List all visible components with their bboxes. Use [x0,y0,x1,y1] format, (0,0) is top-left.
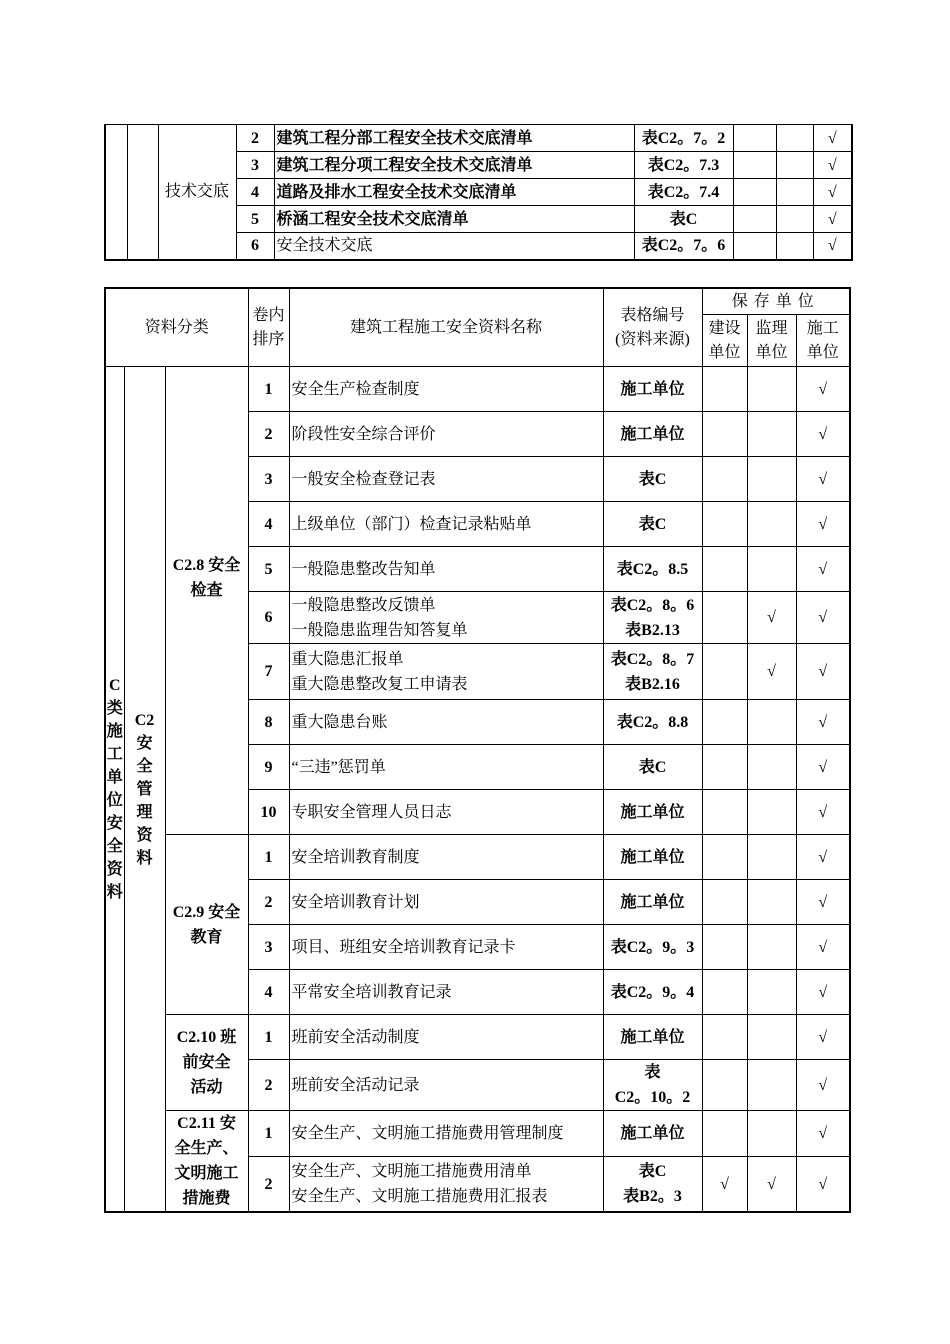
document-name [289,1157,603,1212]
document-name-line: 一般隐患监理告知答复单 [291,621,468,639]
row-number: 7 [248,644,289,700]
keep-jianli-check: √ [747,1157,796,1212]
keep-jianshe [702,367,747,412]
row-number: 5 [236,206,274,233]
group-title-line: C2.9 安全 [172,903,241,921]
form-code [603,644,702,700]
form-code [603,1060,702,1111]
keep-jianshe-check: √ [702,1157,747,1212]
keep-jianli [747,835,796,880]
form-code: 表C2。7。2 [634,125,733,152]
document-name: 班前安全活动制度 [289,1015,603,1060]
keep-shigong-check: √ [796,1157,850,1212]
document-name: 班前安全活动记录 [289,1060,603,1111]
header-order-line2: 排序 [252,330,285,348]
header-jianshe [702,315,747,367]
keep-shigong-check: √ [796,644,850,700]
form-code: 表C2。7。6 [634,233,733,260]
keep-shigong-check: √ [813,125,852,152]
group-title-c2-10 [165,1015,248,1111]
document-name: 桥涵工程安全技术交底清单 [274,206,634,233]
keep-jianshe [702,1111,747,1157]
technical-briefing-table [104,124,853,261]
form-code-line: 表B2。3 [623,1188,682,1206]
keep-jianshe [702,644,747,700]
group-title-line: 文明施工 [174,1165,239,1182]
form-code: 施工单位 [603,1015,702,1060]
group-title-line: C2.10 班 [176,1029,237,1046]
header-shigong-line1: 施工 [806,319,839,337]
table-row [105,367,850,412]
form-code: 表C [603,745,702,790]
group-title-line: C2.11 安 [177,1115,236,1132]
document-name [289,644,603,700]
group-title-line: C2.8 安全 [172,557,241,574]
keep-jianshe [733,206,776,233]
form-code [603,592,702,644]
keep-shigong-check: √ [813,179,852,206]
document-name: 平常安全培训教育记录 [289,970,603,1015]
row-number: 2 [248,1060,289,1111]
keep-shigong-check: √ [796,700,850,745]
row-number: 9 [248,745,289,790]
document-name: 安全培训教育计划 [289,880,603,925]
form-code [603,1157,702,1212]
document-name: 一般隐患整改告知单 [289,547,603,592]
keep-jianli [747,502,796,547]
keep-jianshe [702,835,747,880]
header-jianshe-line1: 建设 [708,319,741,337]
keep-jianshe [733,233,776,260]
keep-jianshe [702,745,747,790]
group-title-line: 前安全 [182,1054,231,1071]
form-code: 施工单位 [603,1111,702,1157]
document-name: 安全生产检查制度 [289,367,603,412]
document-name: 一般安全检查登记表 [289,457,603,502]
table-row [105,125,852,152]
header-shigong-line2: 单位 [806,343,839,361]
keep-jianshe [733,152,776,179]
form-code: 表C2。8.8 [603,700,702,745]
header-code [603,288,702,367]
document-name: “三违”惩罚单 [289,745,603,790]
form-code: 表C2。7.3 [634,152,733,179]
row-number: 4 [236,179,274,206]
form-code-line: 表C2。8。7 [610,650,695,668]
level2-category: C2安全管理资料 [124,367,165,1213]
document-name-line: 一般隐患整改反馈单 [291,596,436,614]
document-name-line: 安全生产、文明施工措施费用汇报表 [291,1188,548,1206]
group-title-c2-9 [165,835,248,1015]
row-number: 8 [248,700,289,745]
header-jianli-line1: 监理 [755,319,788,337]
keep-jianli [747,925,796,970]
keep-shigong-check: √ [796,592,850,644]
keep-shigong-check: √ [813,233,852,260]
keep-shigong-check: √ [796,970,850,1015]
blank-cell [127,125,158,260]
keep-jianli [747,745,796,790]
group-title-c2-8 [165,367,248,835]
keep-jianshe [702,412,747,457]
form-code: 表C [634,206,733,233]
header-code-line1: 表格编号 [620,306,685,324]
keep-shigong-check: √ [813,206,852,233]
row-number: 1 [248,1015,289,1060]
row-number: 5 [248,547,289,592]
group-title-c2-11 [165,1111,248,1213]
keep-jianshe [702,547,747,592]
keep-jianshe [702,925,747,970]
keep-jianli [747,367,796,412]
keep-jianshe [702,457,747,502]
keep-shigong-check: √ [796,502,850,547]
keep-jianli [747,880,796,925]
safety-documents-table [104,287,851,1213]
document-name: 建筑工程分项工程安全技术交底清单 [274,152,634,179]
keep-jianli [747,790,796,835]
keep-jianli [747,970,796,1015]
document-name-line: 重大隐患整改复工申请表 [291,675,468,693]
group-title-line: 措施费 [182,1190,231,1207]
document-name: 项目、班组安全培训教育记录卡 [289,925,603,970]
form-code: 表C2。9。3 [603,925,702,970]
keep-shigong-check: √ [796,1111,850,1157]
form-code: 施工单位 [603,790,702,835]
group-title-line: 教育 [190,928,223,946]
form-code: 施工单位 [603,367,702,412]
keep-shigong-check: √ [796,547,850,592]
form-code: 表C2。8.5 [603,547,702,592]
form-code-line: 表B2.13 [625,621,680,639]
header-jianshe-line2: 单位 [708,343,741,361]
row-number: 6 [248,592,289,644]
document-name: 安全生产、文明施工措施费用管理制度 [289,1111,603,1157]
header-jianli [747,315,796,367]
keep-jianshe [702,502,747,547]
document-name: 安全培训教育制度 [289,835,603,880]
keep-shigong-check: √ [796,790,850,835]
keep-jianshe [702,970,747,1015]
keep-jianli [747,1015,796,1060]
keep-jianli [776,179,813,206]
row-number: 1 [248,1111,289,1157]
row-number: 2 [248,412,289,457]
keep-jianli [747,457,796,502]
keep-jianshe [702,592,747,644]
keep-jianli [776,152,813,179]
document-name: 阶段性安全综合评价 [289,412,603,457]
keep-shigong-check: √ [796,880,850,925]
group-title-line: 活动 [190,1079,223,1096]
form-code-line: C2。10。2 [614,1089,691,1106]
keep-shigong-check: √ [796,745,850,790]
form-code-line: 表 [644,1064,661,1081]
keep-jianli [747,1060,796,1111]
header-shigong [796,315,850,367]
level1-category: C类施工单位安全资料 [105,367,124,1213]
header-code-line2: (资料来源) [615,330,690,348]
keep-jianshe [733,179,776,206]
row-number: 3 [248,925,289,970]
header-name: 建筑工程施工安全资料名称 [289,288,603,367]
row-number: 3 [236,152,274,179]
table-row [105,1015,850,1060]
row-number: 1 [248,835,289,880]
form-code: 施工单位 [603,880,702,925]
keep-jianli [747,412,796,457]
document-name [289,592,603,644]
document-name: 安全技术交底 [274,233,634,260]
form-code: 表C2。9。4 [603,970,702,1015]
keep-jianshe [702,880,747,925]
keep-shigong-check: √ [796,835,850,880]
form-code: 表C [603,502,702,547]
row-number: 4 [248,502,289,547]
keep-shigong-check: √ [796,457,850,502]
group-title-line: 检查 [190,582,223,599]
keep-shigong-check: √ [796,412,850,457]
document-name: 上级单位（部门）检查记录粘贴单 [289,502,603,547]
document-name-line: 安全生产、文明施工措施费用清单 [291,1163,532,1181]
form-code: 表C [603,457,702,502]
header-order-line1: 卷内 [252,306,285,324]
document-name-line: 重大隐患汇报单 [291,650,404,668]
header-keep-unit: 保存单位 [702,288,850,315]
keep-jianshe [702,700,747,745]
keep-shigong-check: √ [796,1060,850,1111]
group-title-technical-briefing: 技术交底 [158,125,236,260]
keep-jianli [776,233,813,260]
row-number: 2 [236,125,274,152]
keep-jianli-check: √ [747,644,796,700]
row-number: 3 [248,457,289,502]
keep-jianshe [702,790,747,835]
table-row [105,1111,850,1157]
keep-jianli-check: √ [747,592,796,644]
keep-jianshe [702,1015,747,1060]
header-jianli-line2: 单位 [755,343,788,361]
form-code: 施工单位 [603,412,702,457]
keep-jianli [776,125,813,152]
header-row [105,288,850,315]
group-title-line: 全生产、 [174,1140,239,1157]
keep-jianli [747,1111,796,1157]
row-number: 6 [236,233,274,260]
row-number: 1 [248,367,289,412]
row-number: 2 [248,1157,289,1212]
keep-shigong-check: √ [796,367,850,412]
row-number: 4 [248,970,289,1015]
header-order [248,288,289,367]
keep-shigong-check: √ [796,925,850,970]
keep-shigong-check: √ [813,152,852,179]
document-name: 重大隐患台账 [289,700,603,745]
form-code: 施工单位 [603,835,702,880]
form-code-line: 表B2.16 [625,675,680,693]
document-name: 道路及排水工程安全技术交底清单 [274,179,634,206]
form-code-line: 表C [638,1163,667,1181]
form-code: 表C2。7.4 [634,179,733,206]
keep-jianli [747,547,796,592]
keep-jianshe [702,1060,747,1111]
keep-jianli [747,700,796,745]
table-row [105,835,850,880]
keep-jianshe [733,125,776,152]
keep-jianli [776,206,813,233]
keep-shigong-check: √ [796,1015,850,1060]
row-number: 10 [248,790,289,835]
form-code-line: 表C2。8。6 [610,596,695,614]
document-name: 建筑工程分部工程安全技术交底清单 [274,125,634,152]
document-name: 专职安全管理人员日志 [289,790,603,835]
header-category: 资料分类 [105,288,248,367]
row-number: 2 [248,880,289,925]
blank-cell [105,125,127,260]
